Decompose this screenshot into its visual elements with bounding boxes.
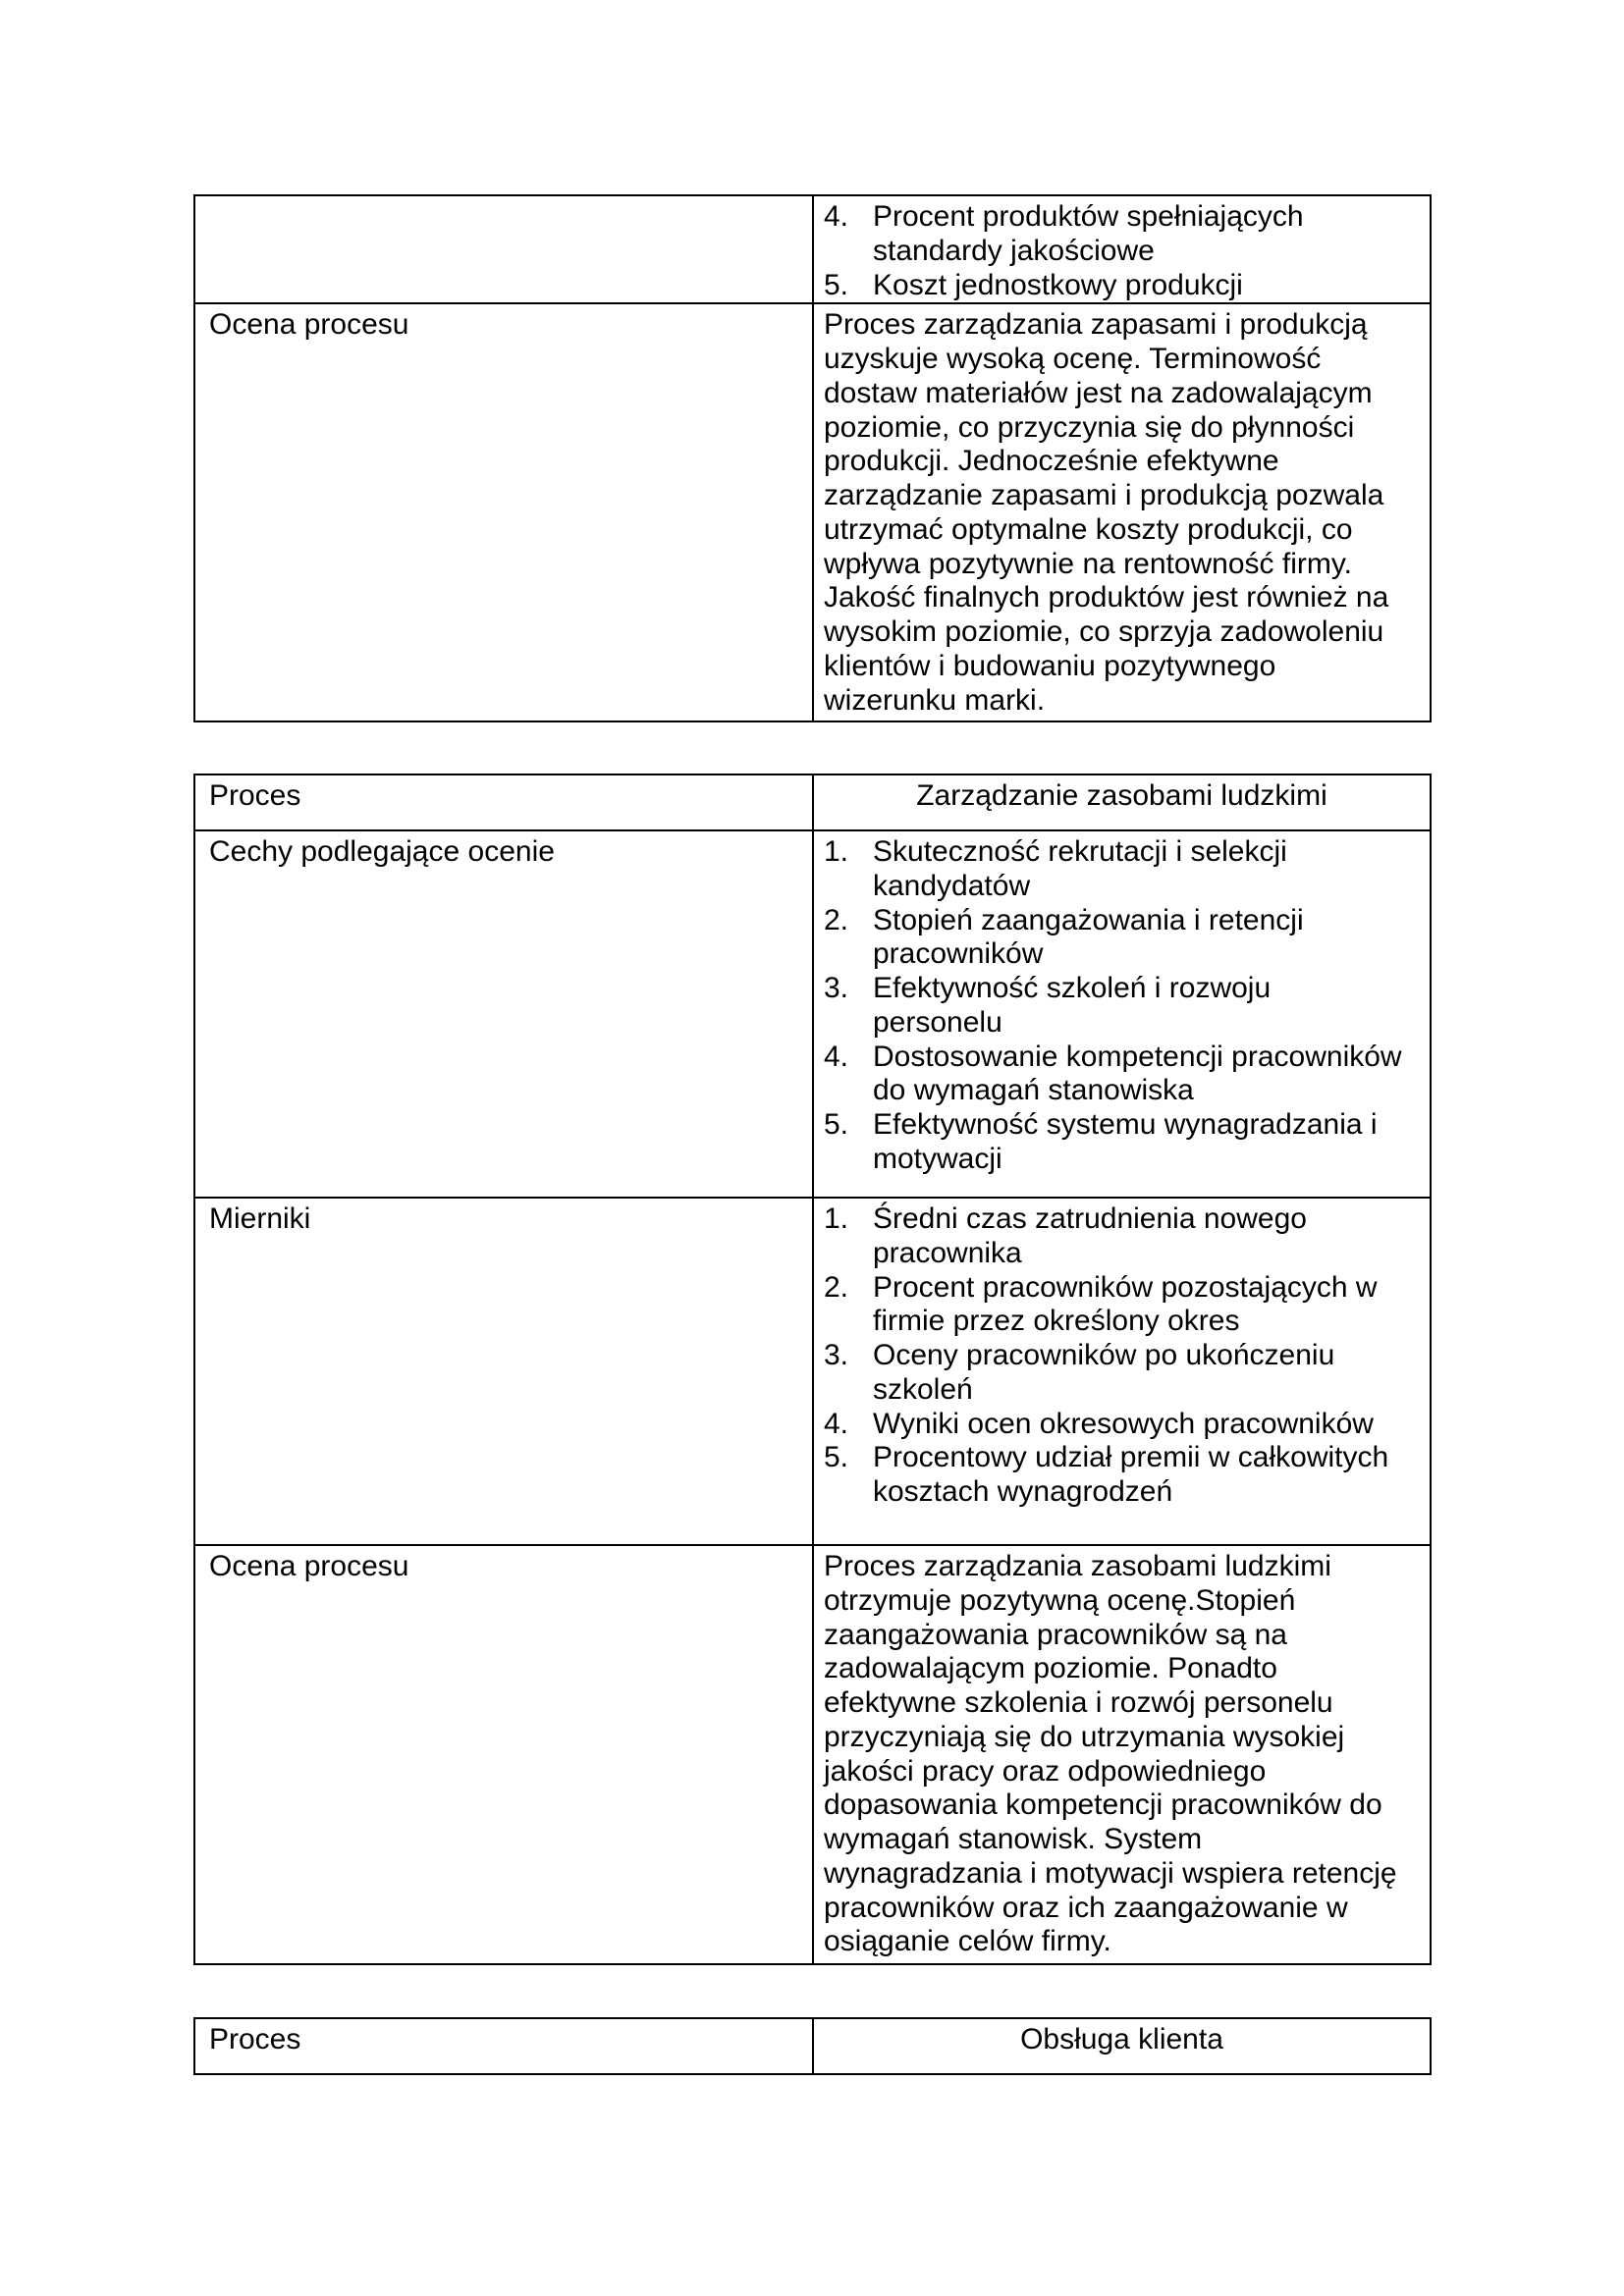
metrics-list-cell: [813, 195, 1431, 303]
list-item: [824, 1408, 1405, 1442]
criteria-list-cell: [813, 830, 1431, 1198]
list-item-number: 5.: [824, 1441, 849, 1474]
metrics-list-cell: [813, 1198, 1431, 1545]
row-label: Cechy podlegające ocenie: [194, 830, 813, 1198]
table-row: [194, 1545, 1431, 1964]
list-item-number: 5.: [824, 268, 849, 301]
list-item-text: Stopień zaangażowania i retencji pracowników: [873, 903, 1304, 971]
list-item-text: Procent pracowników pozostających w firmie przez określony okres: [873, 1270, 1378, 1338]
list-item: [824, 1271, 1405, 1340]
table-header-row: [194, 774, 1431, 830]
table-customer-service: [193, 2017, 1432, 2075]
table-header-row: [194, 2018, 1431, 2074]
list-item: [824, 1441, 1405, 1510]
table-row: [194, 303, 1431, 721]
list-item-number: 4.: [824, 200, 849, 233]
list-item: [824, 1202, 1405, 1271]
list-item: [824, 1108, 1405, 1177]
list-item: [824, 1041, 1405, 1109]
list-item-text: Wyniki ocen okresowych pracowników: [873, 1407, 1374, 1440]
process-evaluation-paragraph: Proces zarządzania zasobami ludzkimi otrzymuje pozytywną ocenę.Stopień zaangażowania pracowników są na zadowalającym poziomie. Ponadto efektywne szkolenia i rozwój personelu przyczyniają się do utrzymania wysokiej jakości pracy oraz odpowiedniego dopasowania kompetencji pracowników do wymagań stanowisk. System wynagradzania i motywacji wspiera retencję pracowników oraz ich zaangażowanie w osiąganie celów firmy.: [824, 1550, 1397, 1958]
process-evaluation-cell: [813, 1545, 1431, 1964]
list-item-number: 4.: [824, 1040, 849, 1073]
list-item-text: Średni czas zatrudnienia nowego pracownika: [873, 1202, 1307, 1269]
list-item: [824, 904, 1405, 973]
list-item-text: Oceny pracowników po ukończeniu szkoleń: [873, 1339, 1335, 1406]
empty-label-cell: [194, 195, 813, 303]
row-label: Ocena procesu: [194, 1545, 813, 1964]
list-item: [824, 200, 1405, 269]
row-label: Ocena procesu: [194, 303, 813, 721]
list-item-number: 1.: [824, 835, 849, 868]
table-row: [194, 830, 1431, 1198]
table-production-continued: [193, 194, 1432, 722]
list-item: [824, 972, 1405, 1041]
list-item-text: Efektywność szkoleń i rozwoju personelu: [873, 972, 1272, 1039]
list-item-number: 5.: [824, 1108, 849, 1141]
list-item-text: Procent produktów spełniających standardy jakościowe: [873, 200, 1304, 267]
list-item-number: 2.: [824, 903, 849, 936]
list-item-text: Procentowy udział premii w całkowitych kosztach wynagrodzeń: [873, 1441, 1389, 1508]
list-item: [824, 1339, 1405, 1408]
process-header-label: Proces: [194, 774, 813, 830]
table-row: [194, 1198, 1431, 1545]
list-item-number: 3.: [824, 972, 849, 1004]
row-label: Mierniki: [194, 1198, 813, 1545]
process-header-value: Obsługa klienta: [813, 2018, 1431, 2074]
list-item-number: 2.: [824, 1270, 849, 1304]
table-human-resources: [193, 774, 1432, 1965]
list-item-text: Skuteczność rekrutacji i selekcji kandydatów: [873, 835, 1287, 902]
process-evaluation-cell: [813, 303, 1431, 721]
process-evaluation-paragraph: Proces zarządzania zapasami i produkcją uzyskuje wysoką ocenę. Terminowość dostaw materiałów jest na zadowalającym poziomie, co przyczynia się do płynności produkcji. Jednocześnie efektywne zarządzanie zapasami i produkcją pozwala utrzymać optymalne koszty produkcji, co wpływa pozytywnie na rentowność firmy. Jakość finalnych produktów jest również na wysokim poziomie, co sprzyja zadowoleniu klientów i budowaniu pozytywnego wizerunku marki.: [824, 308, 1389, 717]
process-header-label: Proces: [194, 2018, 813, 2074]
list-item-number: 3.: [824, 1339, 849, 1371]
process-header-value: Zarządzanie zasobami ludzkimi: [813, 774, 1431, 830]
list-item-text: Dostosowanie kompetencji pracowników do wymagań stanowiska: [873, 1040, 1402, 1107]
list-item: [824, 835, 1405, 904]
list-item-number: 4.: [824, 1407, 849, 1440]
list-item-text: Efektywność systemu wynagradzania i motywacji: [873, 1108, 1378, 1175]
list-item: [824, 269, 1405, 303]
list-item-text: Koszt jednostkowy produkcji: [873, 268, 1243, 301]
list-item-number: 1.: [824, 1202, 849, 1235]
table-row: [194, 195, 1431, 303]
